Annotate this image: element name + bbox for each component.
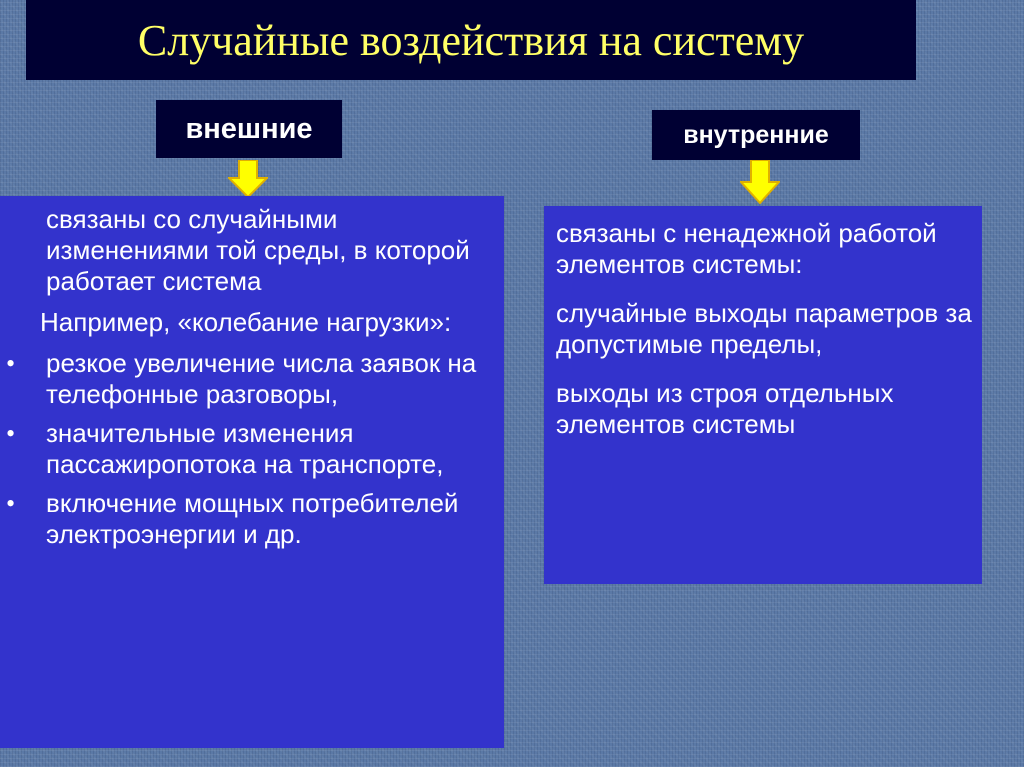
internal-label: внутренние: [652, 110, 860, 160]
down-arrow-icon: [740, 160, 780, 204]
bullet-text: значительные изменения пассажиропотока на транспорте,: [46, 418, 444, 479]
bullet-icon: •: [6, 419, 16, 448]
external-panel: [0, 196, 504, 748]
internal-panel: [544, 206, 982, 584]
list-item: [0, 488, 494, 550]
internal-paragraph: случайные выходы параметров за допустимые пределы,: [556, 298, 972, 359]
external-label: внешние: [156, 100, 342, 158]
bullet-icon: •: [6, 489, 16, 518]
list-item: [0, 418, 494, 480]
bullet-text: резкое увеличение числа заявок на телефонные разговоры,: [46, 348, 477, 409]
list-item: [0, 348, 494, 410]
bullet-text: включение мощных потребителей электроэнергии и др.: [46, 488, 459, 549]
external-example: Например, «колебание нагрузки»:: [40, 307, 452, 337]
page-title: Случайные воздействия на систему: [137, 15, 805, 65]
title-banner: [26, 0, 916, 80]
internal-paragraph: связаны с ненадежной работой элементов системы:: [556, 218, 937, 279]
internal-paragraph: выходы из строя отдельных элементов системы: [556, 378, 894, 439]
down-arrow-icon: [228, 160, 268, 198]
external-intro: связаны со случайными изменениями той среды, в которой работает система: [46, 204, 470, 296]
bullet-icon: •: [6, 349, 16, 378]
